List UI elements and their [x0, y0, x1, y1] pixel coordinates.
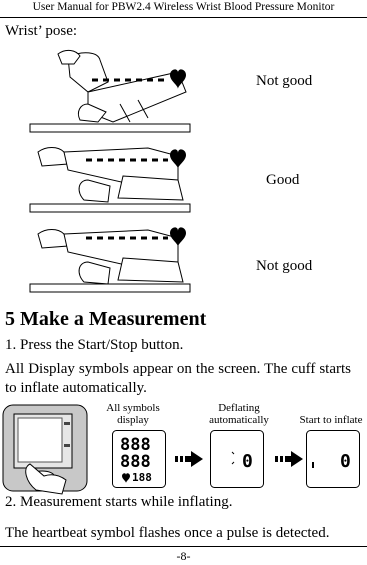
pose-illustration-3	[28, 220, 193, 295]
pose-illustration-1	[28, 42, 193, 134]
paragraph-1: All Display symbols appear on the screen. The cuff starts to inflate automatically.	[5, 361, 351, 396]
lcd-full-bot: 188	[132, 471, 152, 484]
step-1-text: 1. Press the Start/Stop button.	[5, 337, 184, 353]
lcd-deflating	[210, 430, 264, 488]
pose-illustration-2	[28, 140, 193, 215]
page-number: -8-	[176, 549, 191, 563]
lcd-full-top: 888	[120, 435, 151, 455]
wrist-pose-heading: Wrist’ pose:	[5, 23, 78, 39]
lcd-start-inflate	[306, 430, 360, 488]
page-header: User Manual for PBW2.4 Wireless Wrist Blood Pressure Monitor	[32, 1, 335, 13]
paragraph-2: The heartbeat symbol flashes once a pulse is detected.	[5, 525, 330, 541]
lcd-all-symbols	[112, 430, 166, 488]
label-deflating: Deflating automatically	[209, 402, 269, 426]
lcd-zero-1: 0	[242, 451, 253, 472]
arrow-right-icon	[175, 451, 203, 467]
section-title: 5 Make a Measurement	[5, 308, 207, 330]
step-2-text: 2. Measurement starts while inflating.	[5, 494, 233, 510]
footer-rule	[0, 546, 367, 547]
lcd-full-mid: 888	[120, 452, 151, 472]
pose-label-1: Not good	[256, 73, 313, 89]
pose-label-2: Good	[266, 172, 300, 188]
header-rule	[0, 17, 367, 18]
device-illustration	[2, 404, 88, 496]
pose-label-3: Not good	[256, 258, 313, 274]
arrow-right-icon	[275, 451, 303, 467]
label-all-symbols: All symbols display	[106, 402, 160, 426]
label-start-inflate: Start to inflate	[299, 414, 363, 426]
lcd-zero-2: 0	[340, 451, 351, 472]
